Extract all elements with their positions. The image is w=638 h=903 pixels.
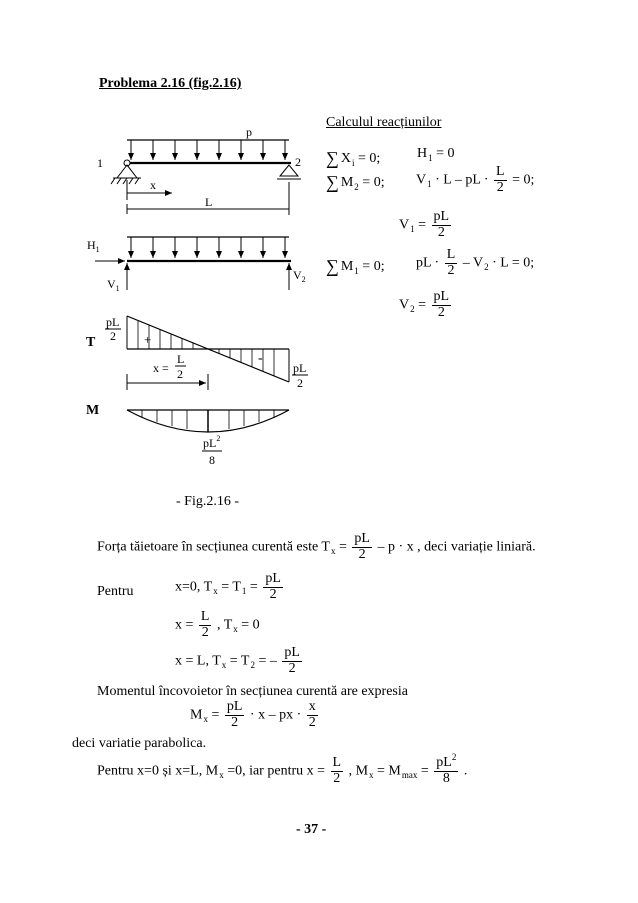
page-number: - 37 - — [296, 822, 327, 837]
shear-expression-line: Forța tăietoare în secțiunea curentă este $T_x$ = $\frac{pL}{2}$ – p · x , deci variație liniară. — [97, 531, 536, 562]
x-dim-label: x — [150, 178, 156, 192]
moment-label: M — [86, 403, 100, 418]
v2-label: $V_2$ — [293, 268, 306, 284]
moment-diagram — [86, 403, 289, 467]
free-body-beam — [87, 237, 306, 293]
x-eq-den: 2 — [177, 367, 183, 381]
equation-m2-expr: $V_1 \cdot L$ – pL · $\frac{L}{2}$ = 0; — [416, 164, 535, 195]
moment-expression: $M_x$ = $\frac{pL}{2}$ · x – px · $\frac{x}{2}$ — [190, 699, 316, 730]
t-left-num: pL — [106, 315, 120, 329]
x-eq-num: L — [177, 352, 185, 366]
positive-sign: + — [144, 332, 152, 347]
t-left-den: 2 — [110, 329, 116, 343]
case-x-l: x = L, $T_x = T_2$ = – $\frac{pL}{2}$ — [175, 645, 300, 676]
t-right-num: pL — [293, 361, 307, 375]
moment-intro: Momentul încovoietor în secțiunea curentă are expresia — [97, 684, 408, 699]
case-x-half: x = $\frac{L}{2}$ , $T_x = 0$ — [175, 609, 260, 640]
shear-diagram — [86, 315, 308, 390]
equation-sum-x: ∑ $X_i = 0$; — [326, 148, 381, 168]
h1-label: $H_1$ — [87, 238, 100, 254]
case-x0: x=0, $T_x = T_1$ = $\frac{pL}{2}$ — [175, 571, 281, 602]
node-1-label: 1 — [97, 156, 103, 170]
pentru-label: Pentru — [97, 584, 134, 599]
v1-label: $V_1$ — [107, 277, 120, 293]
result-v2: $V_2$ = $\frac{pL}{2}$ — [399, 289, 450, 320]
problem-title: Problema 2.16 (fig.2.16) — [99, 76, 242, 91]
loaded-beam — [97, 125, 301, 215]
node-2-label: 2 — [295, 155, 301, 169]
m-max-den: 8 — [209, 453, 215, 467]
x-eq-label: x = — [153, 361, 169, 375]
shear-label: T — [86, 335, 96, 350]
equation-m1-expr: pL · $\frac{L}{2}$ – $V_2 \cdot L = 0$; — [416, 247, 535, 278]
equation-sum-m2: ∑ $M_2 = 0$; — [326, 172, 385, 192]
result-v1: $V_1$ = $\frac{pL}{2}$ — [399, 209, 450, 240]
load-label: p — [246, 125, 252, 139]
reactions-heading: Calculul reacțiunilor — [326, 115, 442, 130]
equation-h1: $H_1 = 0$ — [417, 146, 455, 163]
load-arrows — [131, 140, 285, 160]
negative-sign: - — [258, 351, 263, 366]
max-moment-line: Pentru x=0 și x=L, $M_x =0$, iar pentru x = $\frac{L}{2}$ , $M_x = M_{max}$ = $\frac{pL^2}{8}$ . — [97, 752, 468, 786]
span-label: L — [205, 195, 213, 209]
equation-sum-m1: ∑ $M_1 = 0$; — [326, 256, 385, 276]
figure-caption: - Fig.2.16 - — [176, 494, 239, 509]
parabolic-note: deci variatie parabolica. — [72, 736, 207, 751]
t-right-den: 2 — [297, 376, 303, 390]
m-max-num: $pL^2$ — [203, 434, 221, 450]
